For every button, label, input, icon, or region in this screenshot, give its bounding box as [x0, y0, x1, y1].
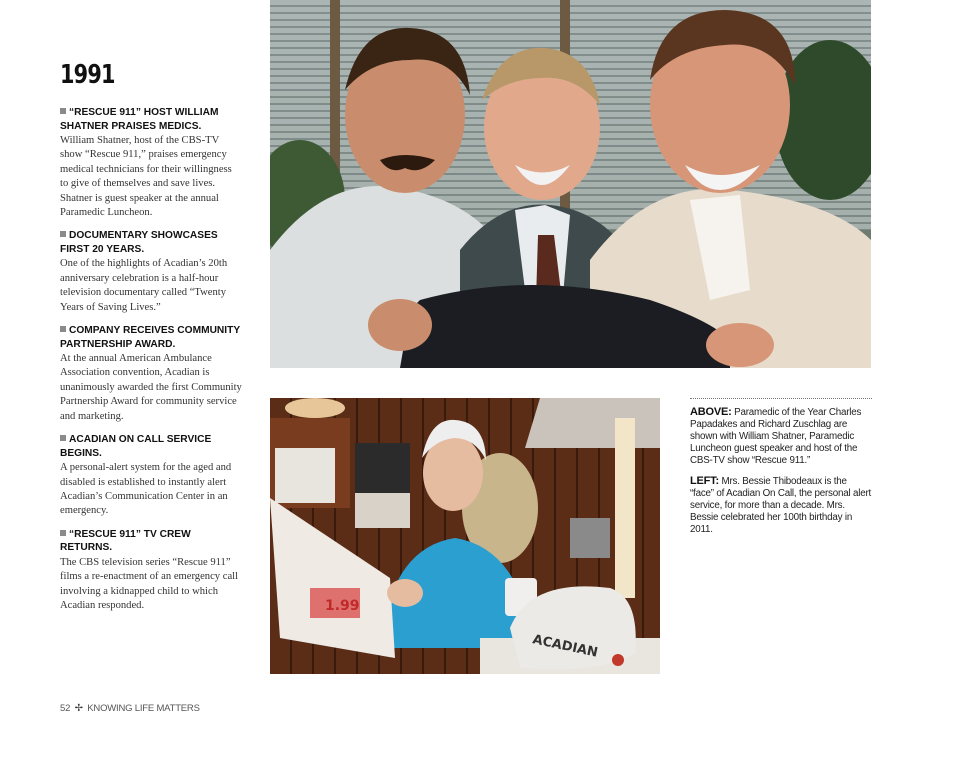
book-title: KNOWING LIFE MATTERS: [87, 703, 200, 714]
entry-body: A personal-alert system for the aged and disabled is established to instantly alert Acadian’s Communication Center in an emergency.: [60, 462, 232, 517]
caption-left: [690, 475, 872, 536]
timeline-entry: [60, 528, 242, 614]
entry-heading: [60, 106, 242, 133]
caption-above-text: Paramedic of the Year Charles Papadakes and Richard Zuschlag are shown with William Shatner, Paramedic Luncheon guest speaker and host of the CBS-TV show “Rescue 911.”: [690, 407, 862, 466]
timeline-entry: [60, 324, 242, 424]
photo-bessie-thibodeaux: [270, 398, 660, 674]
caption-left-label: LEFT:: [690, 475, 719, 487]
photo-captions: [690, 398, 872, 544]
caption-left-text: Mrs. Bessie Thibodeaux is the “face” of Acadian On Call, the personal alert service, for more than a decade. Mrs. Bessie celebrated her 100th birthday in 2011.: [690, 476, 872, 535]
entry-body: At the annual American Ambulance Association convention, Acadian is unanimously awarded the first Community Partnership Award for community service and marketing.: [60, 353, 242, 422]
page-footer: [60, 703, 200, 714]
entry-body: William Shatner, host of the CBS-TV show “Rescue 911,” praises emergency medical technicians for their willingness to give of themselves and save lives. Shatner is guest speaker at the annual Paramedic Luncheon.: [60, 135, 232, 219]
entry-heading-text: “RESCUE 911” HOST WILLIAM SHATNER PRAISES MEDICS.: [60, 107, 219, 132]
entry-heading-text: COMPANY RECEIVES COMMUNITY PARTNERSHIP AWARD.: [60, 325, 240, 350]
photo-bessie-illustration: [270, 398, 660, 674]
newspaper-price: 1.99: [325, 598, 360, 614]
cross-separator-icon: ✢: [74, 703, 83, 714]
entry-heading-text: “RESCUE 911” TV CREW RETURNS.: [60, 528, 191, 554]
page-number: 52: [60, 703, 71, 714]
entry-heading: [60, 324, 242, 351]
entry-heading: [60, 528, 242, 555]
timeline-entry: [60, 106, 242, 220]
entry-heading: [60, 229, 242, 256]
caption-above: [690, 406, 872, 467]
timeline-entry: [60, 433, 242, 519]
square-bullet-icon: [60, 231, 66, 237]
square-bullet-icon: [60, 530, 66, 536]
timeline-entry: [60, 229, 242, 315]
caption-divider: [690, 398, 872, 399]
photo-three-men: [270, 0, 871, 368]
year-heading: 1991: [60, 60, 115, 90]
square-bullet-icon: [60, 326, 66, 332]
square-bullet-icon: [60, 108, 66, 114]
device-brand-label: ACADIAN: [531, 632, 600, 661]
entry-heading-text: ACADIAN ON CALL SERVICE BEGINS.: [60, 434, 212, 459]
caption-above-label: ABOVE:: [690, 406, 732, 418]
photo-three-men-illustration: [270, 0, 871, 368]
entry-heading-text: DOCUMENTARY SHOWCASES FIRST 20 YEARS.: [60, 230, 218, 255]
square-bullet-icon: [60, 435, 66, 441]
timeline-entries: [60, 106, 242, 622]
entry-body: One of the highlights of Acadian’s 20th anniversary celebration is a half-hour television documentary called “Twenty Years of Saving Lives.”: [60, 258, 228, 313]
entry-body: The CBS television series “Rescue 911” films a re-enactment of an emergency call involving a kidnapped child to which Acadian responded.: [60, 556, 239, 611]
entry-heading: [60, 433, 242, 460]
